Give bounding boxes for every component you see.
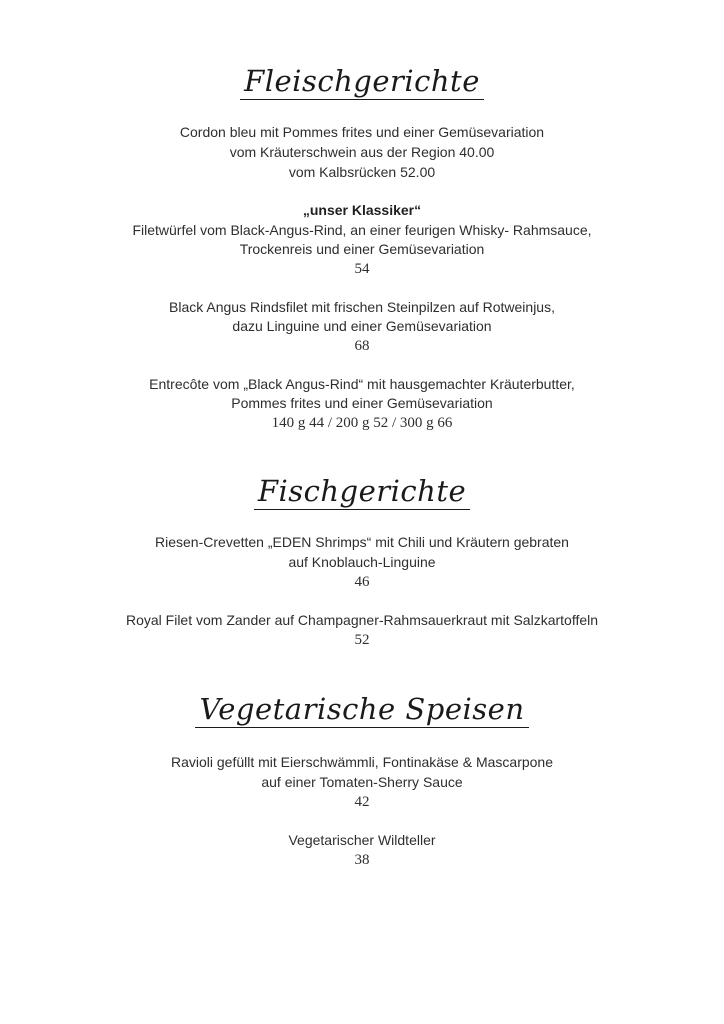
dish-cordon-bleu-line-1: Cordon bleu mit Pommes frites und einer Gemüsevariation: [179, 124, 545, 140]
dish-crevetten-line-1: Riesen-Crevetten „EDEN Shrimps“ mit Chili und Kräutern gebraten: [155, 534, 569, 550]
dish-zander-line-1: Royal Filet vom Zander auf Champagner-Rahmsauerkraut mit Salzkartoffeln: [125, 612, 599, 628]
dish-cordon-bleu-line-3: vom Kalbsrücken 52.00: [288, 164, 436, 180]
dish-ravioli-line-1: Ravioli gefüllt mit Eierschwämmli, Fontinakäse & Mascarpone: [170, 754, 554, 770]
section-title-vegetarische-speisen: Vegetarische Speisen: [0, 692, 724, 728]
dish-klassiker-label: „unser Klassiker“: [302, 202, 422, 218]
section-title-fischgerichte: Fischgerichte: [0, 474, 724, 510]
dish-zander-price: 52: [354, 632, 370, 648]
dish-wildteller-line-1: Vegetarischer Wildteller: [288, 832, 436, 848]
dish-filetwuerfel-price: 54: [354, 261, 370, 277]
dish-filetwuerfel-line-2: Trockenreis und einer Gemüsevariation: [239, 241, 485, 257]
dish-ravioli-price: 42: [354, 794, 370, 810]
dish-rindsfilet-line-1: Black Angus Rindsfilet mit frischen Steinpilzen auf Rotweinjus,: [169, 299, 555, 315]
dish-wildteller-price: 38: [354, 852, 370, 868]
dish-cordon-bleu-line-2: vom Kräuterschwein aus der Region 40.00: [229, 144, 495, 160]
dish-entrecote-line-2: Pommes frites und einer Gemüsevariation: [231, 395, 493, 411]
dish-filetwuerfel-line-1: Filetwürfel vom Black-Angus-Rind, an einer feurigen Whisky- Rahmsauce,: [132, 222, 592, 238]
dish-rindsfilet-line-2: dazu Linguine und einer Gemüsevariation: [232, 318, 492, 334]
dish-entrecote-line-1: Entrecôte vom „Black Angus-Rind“ mit hausgemachter Kräuterbutter,: [149, 376, 575, 392]
dish-crevetten-price: 46: [354, 574, 370, 590]
section-title-fleischgerichte: Fleischgerichte: [0, 64, 724, 100]
dish-ravioli-line-2: auf einer Tomaten-Sherry Sauce: [261, 774, 463, 790]
dish-crevetten-line-2: auf Knoblauch-Linguine: [288, 554, 436, 570]
dish-rindsfilet-price: 68: [354, 338, 370, 354]
dish-entrecote-price: 140 g 44 / 200 g 52 / 300 g 66: [271, 415, 453, 431]
